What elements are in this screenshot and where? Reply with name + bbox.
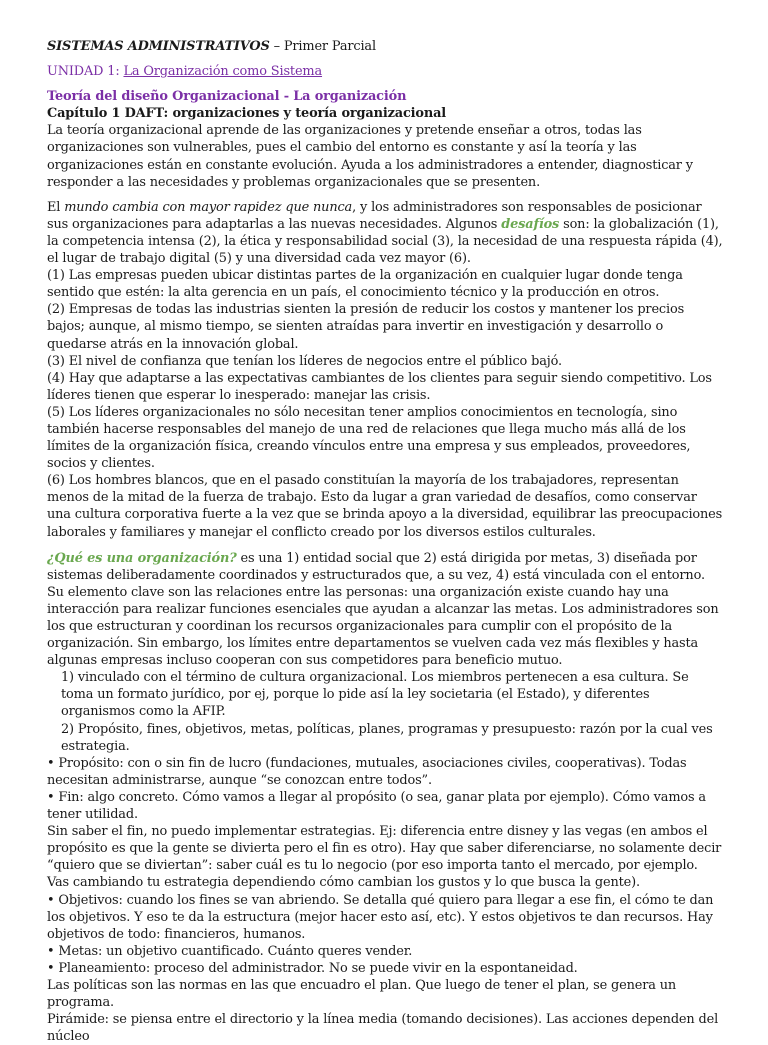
unit-link[interactable]: La Organización como Sistema — [123, 64, 323, 80]
bullet-objetivos: • Objetivos: cuando los fines se van abriendo. Se detalla qué quiero para llegar a ese fin, el cómo te dan los objetivos. Y eso te da la estructura (mejor hacer esto así, etc). Y estos objetivos te dan recursos. Hay objetivos de todo: financieros, humanos. — [47, 892, 714, 942]
politicas-paragraph: Las políticas son las normas en las que encuadro el plan. Que luego de tener el plan, se genera un programa. — [47, 977, 677, 1011]
challenge-item: (6) Los hombres blancos, que en el pasado constituían la mayoría de los trabajadores, representan menos de la mitad de la fuerza de trabajo. Esto da lugar a gran variedad de desafíos, como conservar una cultura corporativa fuerte a la vez que se brinda apoyo a la diversidad, equilibrar las preocupaciones laborales y familiares y manejar el conflicto creado por los diversos estilos culturales. — [47, 473, 723, 540]
document-title — [47, 38, 723, 55]
fin-note-paragraph: Sin saber el fin, no puedo implementar estrategias. Ej: diferencia entre disney y las vegas (en ambos el propósito es que la gente se divierta pero el fin es otro). Hay que saber diferenciarse, no solamente decir “quiero que se diviertan”: saber cuál es tu lo negocio (por eso importa tanto el mercado, por ejemplo. Vas cambiando tu estrategia dependiendo cómo cambian los gustos y lo que busca la gente). — [47, 824, 722, 891]
chapter-heading: Capítulo 1 DAFT: organizaciones y teoría organizacional — [47, 106, 447, 122]
course-title: SISTEMAS ADMINISTRATIVOS — [47, 39, 270, 54]
point-2: 2) Propósito, fines, objetivos, metas, políticas, planes, programas y presupuesto: razón por la cual ves estrategia. — [61, 721, 713, 754]
section-heading: Teoría del diseño Organizacional - La organización — [47, 89, 407, 105]
point-1: 1) vinculado con el término de cultura organizacional. Los miembros pertenecen a esa cultura. Se toma un formato jurídico, por ej, porque lo pide así la ley societaria (el Estado), y diferentes organismos como la AFIP. — [61, 670, 689, 720]
organization-question: ¿Qué es una organización? — [47, 550, 237, 566]
challenge-item: (4) Hay que adaptarse a las expectativas cambiantes de los clientes para seguir siendo competitivo. Los líderes tienen que esperar lo inesperado: manejar las crisis. — [47, 370, 712, 403]
document-page — [47, 38, 723, 1045]
bullet-planeamiento: • Planeamiento: proceso del administrador. No se puede vivir en la espontaneidad. — [47, 960, 578, 976]
bullet-metas: • Metas: un objetivo cuantificado. Cuánto queres vender. — [47, 943, 413, 959]
desafios-term: desafíos — [501, 216, 560, 232]
text-run: El — [47, 199, 65, 215]
challenge-item: (1) Las empresas pueden ubicar distintas partes de la organización en cualquier lugar donde tenga sentido que estén: la alta gerencia en un país, el conocimiento técnico y la producción en otros. — [47, 268, 683, 301]
piramide-paragraph: Pirámide: se piensa entre el directorio y la línea media (tomando decisiones). Las acciones dependen del núcleo — [47, 1012, 719, 1045]
unit-heading — [47, 63, 723, 80]
bullet-proposito: • Propósito: con o sin fin de lucro (fundaciones, mutuales, asociaciones civiles, cooperativas). Todas necesitan administrarse, aunque “se conozcan entre todos”. — [47, 755, 687, 788]
text-run: son: la globalización (1), la competencia intensa (2), la ética y responsabilidad social (3), la necesidad de una respuesta rápida (4), el lugar de trabajo digital (5) y una diversidad cada vez mayor (6). — [47, 216, 723, 267]
emphasis-text: mundo cambia con mayor rapidez que nunca — [64, 199, 353, 215]
bullet-fin: • Fin: algo concreto. Cómo vamos a llegar al propósito (o sea, ganar plata por ejemplo). Cómo vamos a tener utilidad. — [47, 789, 706, 823]
unit-label: UNIDAD 1: — [47, 64, 124, 80]
challenge-item: (5) Los líderes organizacionales no sólo necesitan tener amplios conocimientos en tecnología, sino también hacerse responsables del manejo de una red de relaciones que llega mucho más allá de los límites de la organización física, creando vínculos entre una empresa y sus empleados, proveedores, socios y clientes. — [47, 404, 691, 472]
challenges-intro-paragraph — [47, 199, 723, 267]
text-run: es una 1) entidad social que 2) está dirigida por metas, 3) diseñada por sistemas deliberadamente coordinados y estructurados que, a su vez, 4) está vinculada con el entorno. Su elemento clave son las relaciones entre las personas: una organización existe cuando hay una interacción para realizar funciones esenciales que ayudan a alcanzar las metas. Los administradores son los que estructuran y coordinan los recursos organizacionales para cumplir con el propósito de la organización. Sin embargo, los límites entre departamentos se vuelven cada vez más flexibles y hasta algunas empresas incluso cooperan con sus competidores para beneficio mutuo. — [47, 550, 719, 669]
challenge-item: (2) Empresas de todas las industrias sienten la presión de reducir los costos y mantener los precios bajos; aunque, al mismo tiempo, se sienten atraídas para invertir en investigación y desarrollo o quedarse atrás en la innovación global. — [47, 302, 685, 352]
intro-paragraph: La teoría organizacional aprende de las organizaciones y pretende enseñar a otros, todas las organizaciones son vulnerables, pues el cambio del entorno es constante y así la teoría y las organizaciones están en constante evolución. Ayuda a los administradores a entender, diagnosticar y responder a las necesidades y problemas organizacionales que se presenten. — [47, 123, 693, 190]
text-run: , y los administradores son responsables de posicionar sus organizaciones para adaptarlas a las nuevas necesidades. Algunos — [47, 199, 702, 232]
exam-label: – Primer Parcial — [269, 39, 376, 54]
challenge-item: (3) El nivel de confianza que tenían los líderes de negocios entre el público bajó. — [47, 353, 562, 369]
organization-definition-paragraph — [47, 550, 723, 670]
